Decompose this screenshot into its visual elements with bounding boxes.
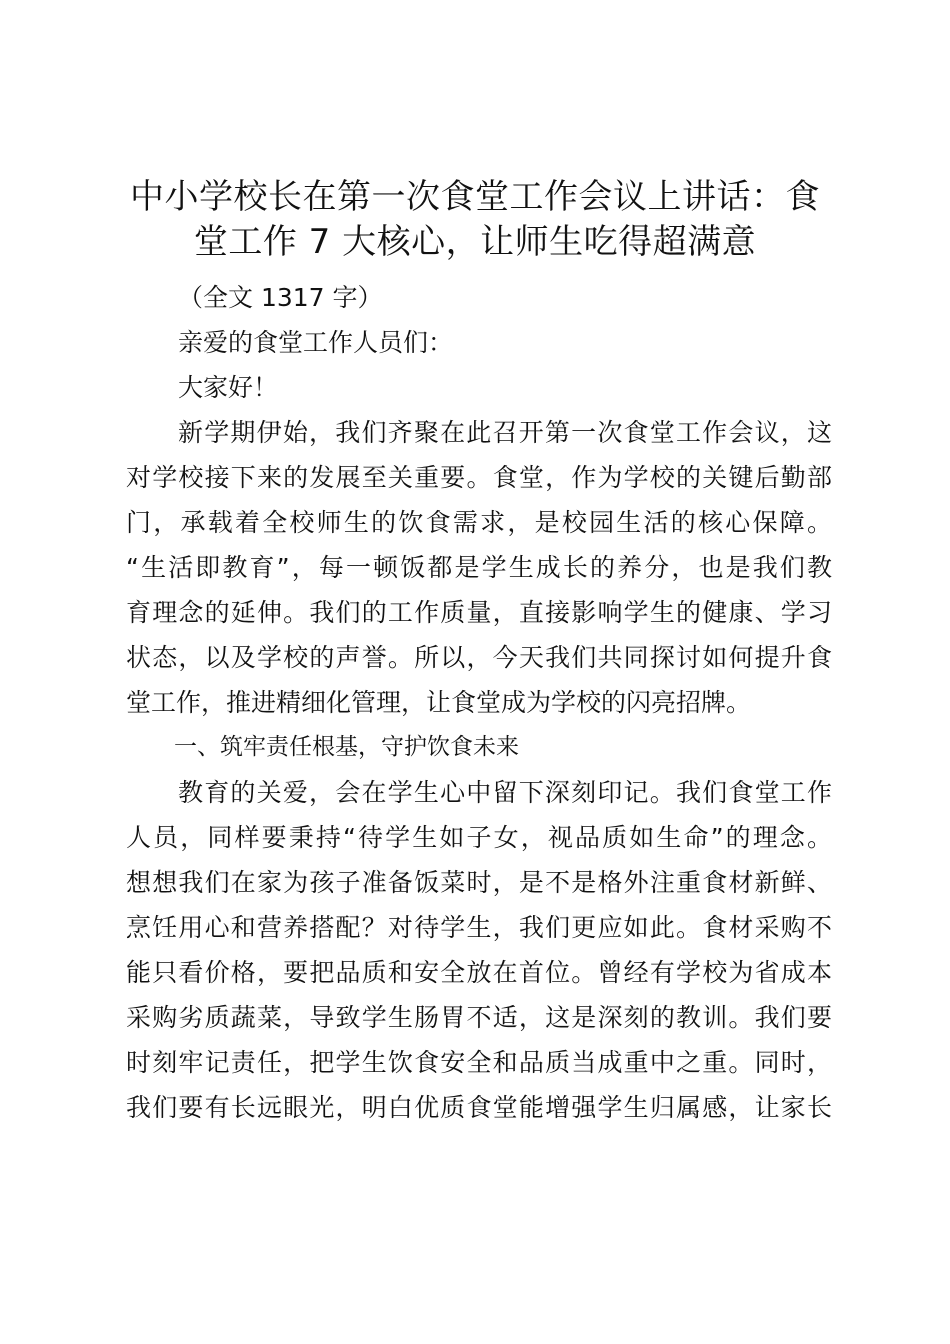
- paragraph-line: 人员，同样要秉持“待学生如子女，视品质如生命”的理念。: [126, 823, 832, 852]
- paragraph-line: 采购劣质蔬菜，导致学生肠胃不适，这是深刻的教训。我们要: [126, 1003, 832, 1032]
- paragraph-line: “生活即教育”，每一顿饭都是学生成长的养分，也是我们教: [126, 553, 832, 582]
- paragraph-line: 堂工作，推进精细化管理，让食堂成为学校的闪亮招牌。: [126, 688, 752, 717]
- paragraph-line: 新学期伊始，我们齐聚在此召开第一次食堂工作会议，这: [178, 418, 832, 447]
- title-line: 中小学校长在第一次食堂工作会议上讲话：食: [130, 177, 820, 217]
- paragraph-line: 教育的关爱，会在学生心中留下深刻印记。我们食堂工作: [178, 778, 832, 807]
- paragraph-line: 能只看价格，要把品质和安全放在首位。曾经有学校为省成本: [126, 958, 832, 987]
- section-heading: 一、筑牢责任根基，守护饮食未来: [174, 734, 519, 760]
- paragraph-line: 烹饪用心和营养搭配？对待学生，我们更应如此。食材采购不: [126, 913, 832, 942]
- paragraph-line: 育理念的延伸。我们的工作质量，直接影响学生的健康、学习: [126, 598, 832, 627]
- salutation: 亲爱的食堂工作人员们：: [178, 328, 454, 357]
- paragraph-line: 对学校接下来的发展至关重要。食堂，作为学校的关键后勤部: [126, 463, 832, 492]
- paragraph-2: [126, 770, 832, 1130]
- title-line: 堂工作 7 大核心，让师生吃得超满意: [193, 222, 757, 262]
- paragraph-line: 想想我们在家为孩子准备饭菜时，是不是格外注重食材新鲜、: [126, 868, 832, 897]
- paragraph-line: 我们要有长远眼光，明白优质食堂能增强学生归属感，让家长: [126, 1093, 832, 1122]
- paragraph-line: 门，承载着全校师生的饮食需求，是校园生活的核心保障。: [126, 508, 832, 537]
- word-count: （全文 1317 字）: [178, 283, 383, 312]
- document-title: [110, 172, 840, 262]
- paragraph-line: 时刻牢记责任，把学生饮食安全和品质当成重中之重。同时，: [126, 1048, 832, 1077]
- greeting: 大家好！: [178, 373, 279, 402]
- paragraph-1: [126, 410, 832, 725]
- document-body: [126, 275, 832, 1130]
- paragraph-line: 状态，以及学校的声誉。所以，今天我们共同探讨如何提升食: [126, 643, 832, 672]
